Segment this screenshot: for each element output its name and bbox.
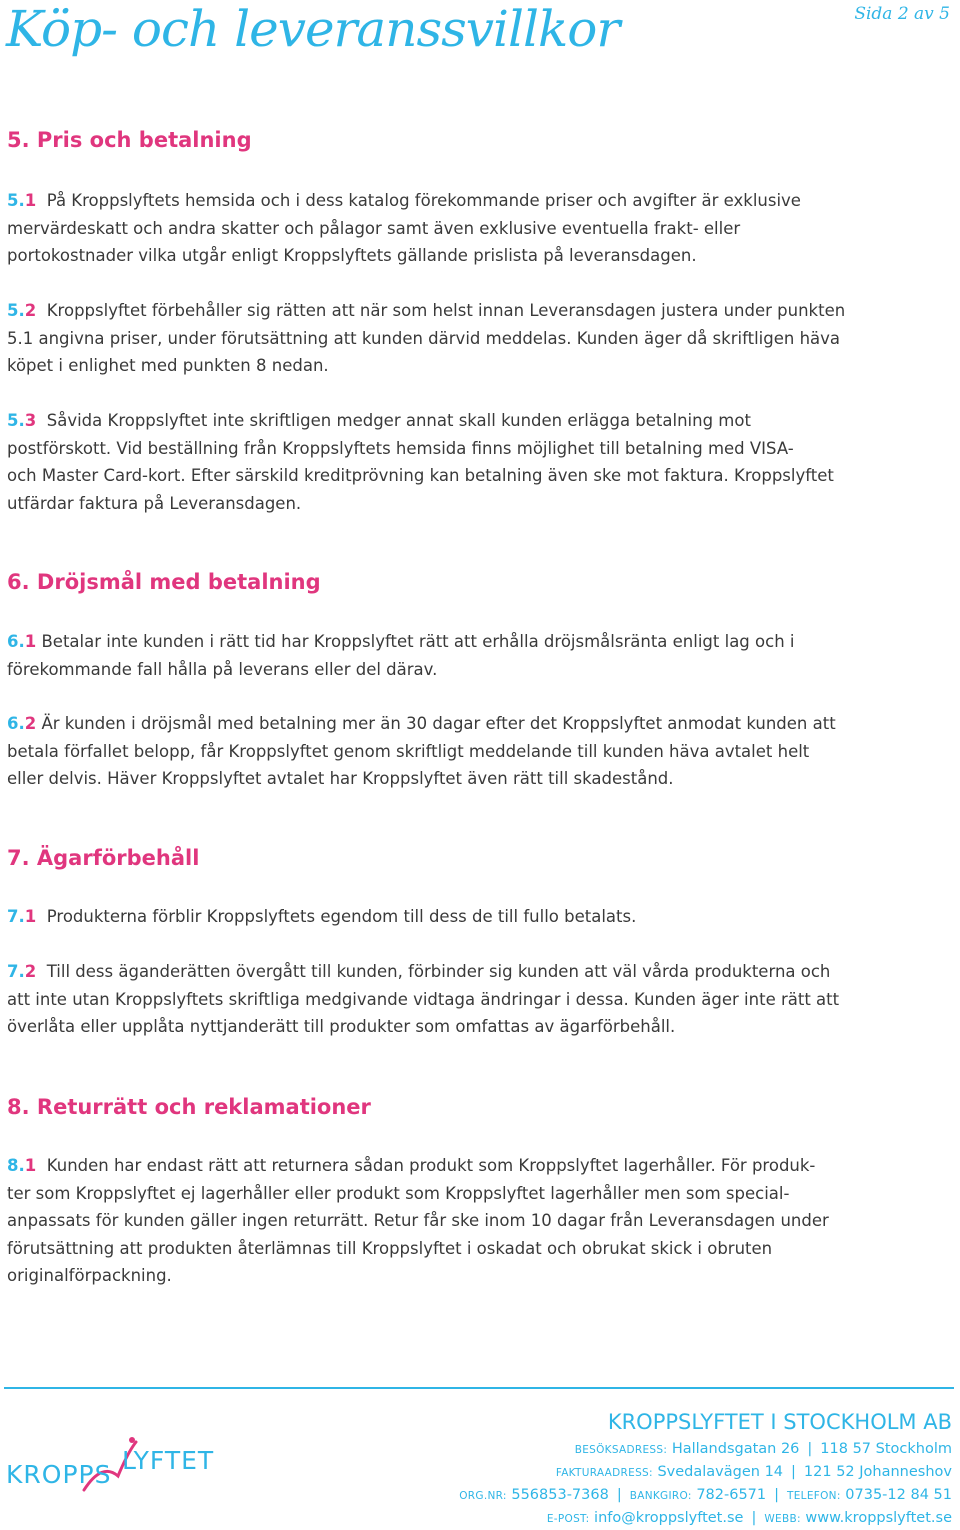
clause-number: 7.1: [7, 907, 37, 926]
company-name: KROPPSLYFTET I STOCKHOLM AB: [607, 1410, 952, 1434]
paragraph-6-2: 6.2 Är kunden i dröjsmål med betalning mer än 30 dagar efter det Kroppslyftet anmodat kunden att betala förfallet belopp, får Kroppslyftet genom skriftligt meddelande till kunden häva avtalet helt eller delvis. Häver Kroppslyftet avtalet har Kroppslyftet även rätt till skadestånd.: [7, 714, 836, 788]
section-heading-8: 8. Returrätt och reklamationer: [7, 1095, 371, 1119]
email-link[interactable]: info@kroppslyftet.se: [594, 1510, 744, 1526]
clause-number: 6.1: [7, 632, 37, 651]
paragraph-8-1: 8.1 Kunden har endast rätt att returnera sådan produkt som Kroppslyftet lagerhåller. För produk- ter som Kroppslyftet ej lagerhåller eller produkt som Kroppslyftet lagerhåller men som special- anpassats för kunden gäller ingen returrätt. Retur får ske inom 10 dagar från Leveransdagen under förutsättning att produkten återlämnas till Kroppslyftet i oskadat och obrukat skick i obruten originalförpackning.: [7, 1156, 829, 1285]
clause-number: 5.1: [7, 191, 37, 210]
clause-number: 6.2: [7, 714, 37, 733]
visit-address: BESÖKSADRESS: Hallandsgatan 26 | 118 57 Stockholm: [574, 1441, 952, 1457]
page-indicator: Sida 2 av 5: [854, 4, 950, 24]
clause-number: 7.2: [7, 962, 37, 981]
clause-number: 5.2: [7, 301, 37, 320]
web-link[interactable]: www.kroppslyftet.se: [805, 1510, 952, 1526]
logo-text-right: LYFTET: [122, 1446, 215, 1475]
paragraph-6-1: 6.1 Betalar inte kunden i rätt tid har Kroppslyftet rätt att erhålla dröjsmålsränta enligt lag och i förekommande fall hålla på leverans eller del därav.: [7, 632, 795, 679]
clause-number: 8.1: [7, 1156, 37, 1175]
paragraph-7-2: 7.2 Till dess äganderätten övergått till kunden, förbinder sig kunden att väl vårda produkterna och att inte utan Kroppslyftets skriftliga medgivande vidtaga ändringar i dessa. Kunden äger inte rätt att överlåta eller upplåta nyttjanderätt till produkter som omfattas av ägarförbehåll.: [7, 962, 840, 1036]
section-heading-5: 5. Pris och betalning: [7, 128, 252, 152]
logo-text-left: KROPPS: [6, 1460, 112, 1489]
paragraph-5-2: 5.2 Kroppslyftet förbehåller sig rätten att när som helst innan Leveransdagen justera under punkten 5.1 angivna priser, under förutsättning att kunden därvid meddelas. Kunden äger då skriftligen häva köpet i enlighet med punkten 8 nedan.: [7, 301, 846, 375]
clause-number: 5.3: [7, 411, 37, 430]
section-heading-7: 7. Ägarförbehåll: [7, 846, 200, 870]
registration-info: ORG.NR: 556853-7368 | BANKGIRO: 782-6571 | TELEFON: 0735-12 84 51: [459, 1487, 952, 1503]
footer-divider: [4, 1387, 954, 1389]
contact-info: E-POST: info@kroppslyftet.se | WEBB: www.kroppslyftet.se: [546, 1510, 952, 1526]
invoice-address: FAKTURAADRESS: Svedalavägen 14 | 121 52 Johanneshov: [555, 1464, 952, 1480]
section-heading-6: 6. Dröjsmål med betalning: [7, 570, 321, 594]
document-title: Köp- och leveranssvillkor: [6, 0, 620, 58]
company-info: [459, 1410, 952, 1530]
company-logo: [6, 1432, 216, 1502]
paragraph-5-1: 5.1 På Kroppslyftets hemsida och i dess katalog förekommande priser och avgifter är exklusive mervärdeskatt och andra skatter och pålagor samt även exklusive eventuella frakt- eller portokostnader vilka utgår enligt Kroppslyftets gällande prislista på leveransdagen.: [7, 191, 801, 265]
paragraph-7-1: 7.1 Produkterna förblir Kroppslyftets egendom till dess de till fullo betalats.: [7, 907, 637, 926]
paragraph-5-3: 5.3 Såvida Kroppslyftet inte skriftligen medger annat skall kunden erlägga betalning mot postförskott. Vid beställning från Kroppslyftets hemsida finns möjlighet till betalning med VISA- och Master Card-kort. Efter särskild kreditprövning kan betalning även ske mot faktura. Kroppslyftet utfärdar faktura på Leveransdagen.: [7, 411, 834, 513]
